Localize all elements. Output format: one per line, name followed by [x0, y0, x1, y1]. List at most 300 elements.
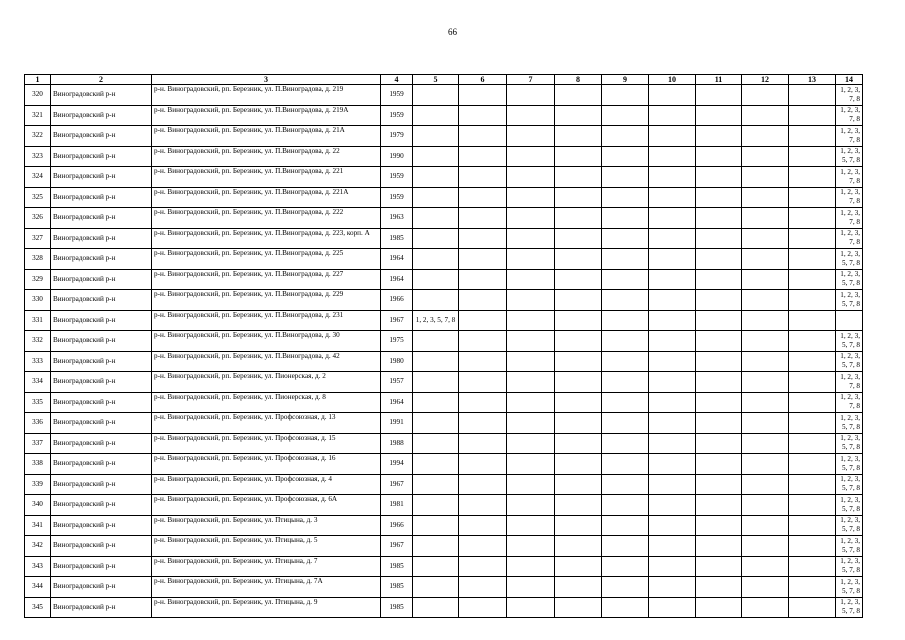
year-cell: 1964: [381, 269, 413, 290]
column-8-cell: [555, 249, 602, 270]
year-cell: 1959: [381, 105, 413, 126]
column-header: 3: [152, 75, 381, 85]
column-6-cell: [459, 536, 507, 557]
column-7-cell: [507, 146, 555, 167]
address-cell: р-н. Виноградовский, рп. Березник, ул. П.Виноградова, д. 22: [152, 146, 381, 167]
column-13-cell: [789, 187, 836, 208]
column-9-cell: [602, 331, 649, 352]
table-row: [25, 351, 863, 372]
column-9-cell: [602, 351, 649, 372]
column-8-cell: [555, 577, 602, 598]
column-header: 11: [696, 75, 742, 85]
region-cell: Виноградовский р-н: [51, 187, 152, 208]
region-cell: Виноградовский р-н: [51, 208, 152, 229]
column-10-cell: [649, 331, 696, 352]
column-10-cell: [649, 392, 696, 413]
address-cell: р-н. Виноградовский, рп. Березник, ул. Птицына, д. 5: [152, 536, 381, 557]
row-number-cell: 325: [25, 187, 51, 208]
column-9-cell: [602, 495, 649, 516]
column-9-cell: [602, 249, 649, 270]
column-13-cell: [789, 228, 836, 249]
column-7-cell: [507, 208, 555, 229]
column-11-cell: [696, 392, 742, 413]
column-12-cell: [742, 392, 789, 413]
column-5-cell: [413, 228, 459, 249]
row-number-cell: 336: [25, 413, 51, 434]
column-6-cell: [459, 372, 507, 393]
column-6-cell: [459, 290, 507, 311]
column-6-cell: [459, 495, 507, 516]
column-10-cell: [649, 105, 696, 126]
column-5-cell: [413, 290, 459, 311]
column-14-cell: 1, 2, 3, 7, 8: [836, 187, 863, 208]
column-8-cell: [555, 413, 602, 434]
column-6-cell: [459, 228, 507, 249]
column-13-cell: [789, 536, 836, 557]
column-8-cell: [555, 167, 602, 188]
column-13-cell: [789, 331, 836, 352]
column-8-cell: [555, 208, 602, 229]
region-cell: Виноградовский р-н: [51, 310, 152, 331]
column-7-cell: [507, 105, 555, 126]
column-12-cell: [742, 351, 789, 372]
column-8-cell: [555, 269, 602, 290]
column-9-cell: [602, 208, 649, 229]
row-number-cell: 323: [25, 146, 51, 167]
column-5-cell: [413, 577, 459, 598]
table-row: [25, 85, 863, 106]
table-body: [25, 85, 863, 618]
column-9-cell: [602, 146, 649, 167]
column-12-cell: [742, 290, 789, 311]
column-6-cell: [459, 413, 507, 434]
year-cell: 1985: [381, 597, 413, 618]
column-5-cell: [413, 167, 459, 188]
column-11-cell: [696, 577, 742, 598]
column-5-cell: [413, 269, 459, 290]
column-9-cell: [602, 474, 649, 495]
column-12-cell: [742, 556, 789, 577]
column-8-cell: [555, 597, 602, 618]
year-cell: 1980: [381, 351, 413, 372]
column-7-cell: [507, 167, 555, 188]
row-number-cell: 339: [25, 474, 51, 495]
column-13-cell: [789, 85, 836, 106]
column-11-cell: [696, 126, 742, 147]
year-cell: 1964: [381, 249, 413, 270]
column-10-cell: [649, 413, 696, 434]
column-12-cell: [742, 454, 789, 475]
address-cell: р-н. Виноградовский, рп. Березник, ул. Профсоюзная, д. 16: [152, 454, 381, 475]
column-7-cell: [507, 556, 555, 577]
column-8-cell: [555, 85, 602, 106]
column-13-cell: [789, 105, 836, 126]
table-row: [25, 126, 863, 147]
column-6-cell: [459, 474, 507, 495]
column-7-cell: [507, 597, 555, 618]
column-5-cell: [413, 433, 459, 454]
region-cell: Виноградовский р-н: [51, 577, 152, 598]
column-11-cell: [696, 372, 742, 393]
column-6-cell: [459, 515, 507, 536]
year-cell: 1985: [381, 577, 413, 598]
column-9-cell: [602, 515, 649, 536]
address-cell: р-н. Виноградовский, рп. Березник, ул. П.Виноградова, д. 21А: [152, 126, 381, 147]
column-9-cell: [602, 310, 649, 331]
year-cell: 1981: [381, 495, 413, 516]
column-12-cell: [742, 495, 789, 516]
column-12-cell: [742, 167, 789, 188]
column-14-cell: 1, 2, 3, 5, 7, 8: [836, 577, 863, 598]
column-5-cell: [413, 413, 459, 434]
column-12-cell: [742, 536, 789, 557]
column-header: 4: [381, 75, 413, 85]
year-cell: 1967: [381, 474, 413, 495]
region-cell: Виноградовский р-н: [51, 331, 152, 352]
column-6-cell: [459, 577, 507, 598]
table-row: [25, 392, 863, 413]
column-7-cell: [507, 228, 555, 249]
region-cell: Виноградовский р-н: [51, 290, 152, 311]
column-8-cell: [555, 331, 602, 352]
column-5-cell: 1, 2, 3, 5, 7, 8: [413, 310, 459, 331]
table-row: [25, 495, 863, 516]
address-cell: р-н. Виноградовский, рп. Березник, ул. П.Виноградова, д. 231: [152, 310, 381, 331]
column-7-cell: [507, 454, 555, 475]
column-6-cell: [459, 126, 507, 147]
column-10-cell: [649, 577, 696, 598]
column-5-cell: [413, 105, 459, 126]
column-8-cell: [555, 146, 602, 167]
column-10-cell: [649, 372, 696, 393]
row-number-cell: 344: [25, 577, 51, 598]
column-13-cell: [789, 556, 836, 577]
region-cell: Виноградовский р-н: [51, 536, 152, 557]
table-row: [25, 228, 863, 249]
row-number-cell: 335: [25, 392, 51, 413]
column-14-cell: 1, 2, 3, 7, 8: [836, 85, 863, 106]
column-header: 12: [742, 75, 789, 85]
year-cell: 1985: [381, 556, 413, 577]
column-11-cell: [696, 597, 742, 618]
column-9-cell: [602, 556, 649, 577]
region-cell: Виноградовский р-н: [51, 454, 152, 475]
column-6-cell: [459, 249, 507, 270]
column-10-cell: [649, 228, 696, 249]
address-cell: р-н. Виноградовский, рп. Березник, ул. П.Виноградова, д. 42: [152, 351, 381, 372]
column-11-cell: [696, 536, 742, 557]
column-7-cell: [507, 392, 555, 413]
column-9-cell: [602, 597, 649, 618]
region-cell: Виноградовский р-н: [51, 474, 152, 495]
column-5-cell: [413, 597, 459, 618]
column-8-cell: [555, 392, 602, 413]
column-14-cell: 1, 2, 3, 5, 7, 8: [836, 536, 863, 557]
row-number-cell: 343: [25, 556, 51, 577]
column-5-cell: [413, 146, 459, 167]
column-9-cell: [602, 577, 649, 598]
year-cell: 1959: [381, 187, 413, 208]
column-14-cell: 1, 2, 3, 7, 8: [836, 208, 863, 229]
column-7-cell: [507, 536, 555, 557]
column-9-cell: [602, 290, 649, 311]
column-11-cell: [696, 331, 742, 352]
column-10-cell: [649, 515, 696, 536]
year-cell: 1979: [381, 126, 413, 147]
column-12-cell: [742, 269, 789, 290]
year-cell: 1988: [381, 433, 413, 454]
column-header: 9: [602, 75, 649, 85]
column-6-cell: [459, 392, 507, 413]
column-12-cell: [742, 187, 789, 208]
column-11-cell: [696, 85, 742, 106]
address-cell: р-н. Виноградовский, рп. Березник, ул. Профсоюзная, д. 13: [152, 413, 381, 434]
address-cell: р-н. Виноградовский, рп. Березник, ул. П.Виноградова, д. 227: [152, 269, 381, 290]
column-13-cell: [789, 515, 836, 536]
column-13-cell: [789, 413, 836, 434]
column-14-cell: 1, 2, 3, 7, 8: [836, 167, 863, 188]
column-9-cell: [602, 433, 649, 454]
region-cell: Виноградовский р-н: [51, 556, 152, 577]
column-11-cell: [696, 167, 742, 188]
column-10-cell: [649, 290, 696, 311]
column-7-cell: [507, 331, 555, 352]
row-number-cell: 327: [25, 228, 51, 249]
table-row: [25, 474, 863, 495]
column-12-cell: [742, 146, 789, 167]
column-header: 1: [25, 75, 51, 85]
column-7-cell: [507, 269, 555, 290]
row-number-cell: 322: [25, 126, 51, 147]
address-cell: р-н. Виноградовский, рп. Березник, ул. П.Виноградова, д. 219А: [152, 105, 381, 126]
column-12-cell: [742, 433, 789, 454]
column-10-cell: [649, 187, 696, 208]
table-row: [25, 413, 863, 434]
column-11-cell: [696, 310, 742, 331]
column-5-cell: [413, 85, 459, 106]
column-7-cell: [507, 515, 555, 536]
column-14-cell: [836, 310, 863, 331]
column-8-cell: [555, 372, 602, 393]
column-14-cell: 1, 2, 3, 5, 7, 8: [836, 556, 863, 577]
column-11-cell: [696, 433, 742, 454]
column-6-cell: [459, 454, 507, 475]
column-7-cell: [507, 310, 555, 331]
column-14-cell: 1, 2, 3, 5, 7, 8: [836, 290, 863, 311]
year-cell: 1959: [381, 85, 413, 106]
column-13-cell: [789, 392, 836, 413]
region-cell: Виноградовский р-н: [51, 249, 152, 270]
column-12-cell: [742, 577, 789, 598]
table-row: [25, 290, 863, 311]
column-14-cell: 1, 2, 3, 5, 7, 8: [836, 351, 863, 372]
address-cell: р-н. Виноградовский, рп. Березник, ул. Профсоюзная, д. 15: [152, 433, 381, 454]
column-12-cell: [742, 249, 789, 270]
row-number-cell: 329: [25, 269, 51, 290]
column-9-cell: [602, 187, 649, 208]
column-9-cell: [602, 536, 649, 557]
column-5-cell: [413, 126, 459, 147]
column-13-cell: [789, 577, 836, 598]
region-cell: Виноградовский р-н: [51, 167, 152, 188]
column-7-cell: [507, 187, 555, 208]
column-header: 2: [51, 75, 152, 85]
address-cell: р-н. Виноградовский, рп. Березник, ул. П.Виноградова, д. 221: [152, 167, 381, 188]
row-number-cell: 340: [25, 495, 51, 516]
column-14-cell: 1, 2, 3, 5, 7, 8: [836, 474, 863, 495]
column-11-cell: [696, 249, 742, 270]
column-11-cell: [696, 515, 742, 536]
column-9-cell: [602, 269, 649, 290]
table-row: [25, 454, 863, 475]
column-11-cell: [696, 269, 742, 290]
address-cell: р-н. Виноградовский, рп. Березник, ул. П.Виноградова, д. 219: [152, 85, 381, 106]
column-14-cell: 1, 2, 3, 5, 7, 8: [836, 331, 863, 352]
column-7-cell: [507, 290, 555, 311]
year-cell: 1966: [381, 515, 413, 536]
column-8-cell: [555, 515, 602, 536]
column-5-cell: [413, 454, 459, 475]
region-cell: Виноградовский р-н: [51, 228, 152, 249]
region-cell: Виноградовский р-н: [51, 105, 152, 126]
address-cell: р-н. Виноградовский, рп. Березник, ул. П.Виноградова, д. 30: [152, 331, 381, 352]
table-row: [25, 597, 863, 618]
column-10-cell: [649, 351, 696, 372]
row-number-cell: 321: [25, 105, 51, 126]
column-14-cell: 1, 2, 3, 7, 8: [836, 105, 863, 126]
column-6-cell: [459, 351, 507, 372]
column-8-cell: [555, 290, 602, 311]
column-10-cell: [649, 269, 696, 290]
address-cell: р-н. Виноградовский, рп. Березник, ул. П.Виноградова, д. 221А: [152, 187, 381, 208]
year-cell: 1975: [381, 331, 413, 352]
column-7-cell: [507, 474, 555, 495]
column-10-cell: [649, 556, 696, 577]
column-11-cell: [696, 187, 742, 208]
column-5-cell: [413, 536, 459, 557]
region-cell: Виноградовский р-н: [51, 392, 152, 413]
column-13-cell: [789, 290, 836, 311]
column-10-cell: [649, 474, 696, 495]
column-5-cell: [413, 249, 459, 270]
column-11-cell: [696, 208, 742, 229]
address-cell: р-н. Виноградовский, рп. Березник, ул. Птицына, д. 3: [152, 515, 381, 536]
column-12-cell: [742, 331, 789, 352]
year-cell: 1994: [381, 454, 413, 475]
region-cell: Виноградовский р-н: [51, 495, 152, 516]
row-number-cell: 345: [25, 597, 51, 618]
column-11-cell: [696, 474, 742, 495]
column-header: 6: [459, 75, 507, 85]
column-14-cell: 1, 2, 3, 7, 8: [836, 126, 863, 147]
row-number-cell: 338: [25, 454, 51, 475]
region-cell: Виноградовский р-н: [51, 85, 152, 106]
column-6-cell: [459, 105, 507, 126]
column-7-cell: [507, 249, 555, 270]
column-9-cell: [602, 454, 649, 475]
column-13-cell: [789, 351, 836, 372]
column-14-cell: 1, 2, 3, 5, 7, 8: [836, 269, 863, 290]
column-9-cell: [602, 167, 649, 188]
column-13-cell: [789, 433, 836, 454]
column-header: 13: [789, 75, 836, 85]
column-12-cell: [742, 515, 789, 536]
column-6-cell: [459, 331, 507, 352]
table-row: [25, 556, 863, 577]
column-11-cell: [696, 105, 742, 126]
table-row: [25, 146, 863, 167]
column-9-cell: [602, 392, 649, 413]
column-14-cell: 1, 2, 3, 5, 7, 8: [836, 433, 863, 454]
table-row: [25, 372, 863, 393]
row-number-cell: 320: [25, 85, 51, 106]
column-12-cell: [742, 597, 789, 618]
column-11-cell: [696, 454, 742, 475]
region-cell: Виноградовский р-н: [51, 413, 152, 434]
address-cell: р-н. Виноградовский, рп. Березник, ул. П.Виноградова, д. 225: [152, 249, 381, 270]
column-14-cell: 1, 2, 3, 7, 8: [836, 228, 863, 249]
column-7-cell: [507, 433, 555, 454]
column-5-cell: [413, 392, 459, 413]
column-8-cell: [555, 310, 602, 331]
column-10-cell: [649, 310, 696, 331]
column-9-cell: [602, 413, 649, 434]
column-14-cell: 1, 2, 3, 7, 8: [836, 372, 863, 393]
column-10-cell: [649, 167, 696, 188]
column-5-cell: [413, 515, 459, 536]
column-14-cell: 1, 2, 3, 5, 7, 8: [836, 146, 863, 167]
table-row: [25, 105, 863, 126]
column-14-cell: 1, 2, 3, 5, 7, 8: [836, 249, 863, 270]
column-13-cell: [789, 495, 836, 516]
column-12-cell: [742, 228, 789, 249]
column-8-cell: [555, 351, 602, 372]
column-8-cell: [555, 105, 602, 126]
row-number-cell: 330: [25, 290, 51, 311]
column-11-cell: [696, 290, 742, 311]
row-number-cell: 328: [25, 249, 51, 270]
column-7-cell: [507, 495, 555, 516]
column-10-cell: [649, 146, 696, 167]
address-cell: р-н. Виноградовский, рп. Березник, ул. П.Виноградова, д. 223, корп. А: [152, 228, 381, 249]
table-row: [25, 269, 863, 290]
column-14-cell: 1, 2, 3, 5, 7, 8: [836, 495, 863, 516]
column-6-cell: [459, 187, 507, 208]
column-5-cell: [413, 331, 459, 352]
column-6-cell: [459, 433, 507, 454]
column-9-cell: [602, 372, 649, 393]
column-8-cell: [555, 474, 602, 495]
table-row: [25, 433, 863, 454]
table-row: [25, 208, 863, 229]
table-row: [25, 515, 863, 536]
region-cell: Виноградовский р-н: [51, 515, 152, 536]
column-8-cell: [555, 228, 602, 249]
column-8-cell: [555, 433, 602, 454]
column-13-cell: [789, 597, 836, 618]
column-13-cell: [789, 474, 836, 495]
column-10-cell: [649, 597, 696, 618]
column-7-cell: [507, 577, 555, 598]
row-number-cell: 334: [25, 372, 51, 393]
column-14-cell: 1, 2, 3, 5, 7, 8: [836, 515, 863, 536]
column-13-cell: [789, 249, 836, 270]
region-cell: Виноградовский р-н: [51, 597, 152, 618]
row-number-cell: 326: [25, 208, 51, 229]
column-10-cell: [649, 249, 696, 270]
table-row: [25, 310, 863, 331]
column-11-cell: [696, 556, 742, 577]
